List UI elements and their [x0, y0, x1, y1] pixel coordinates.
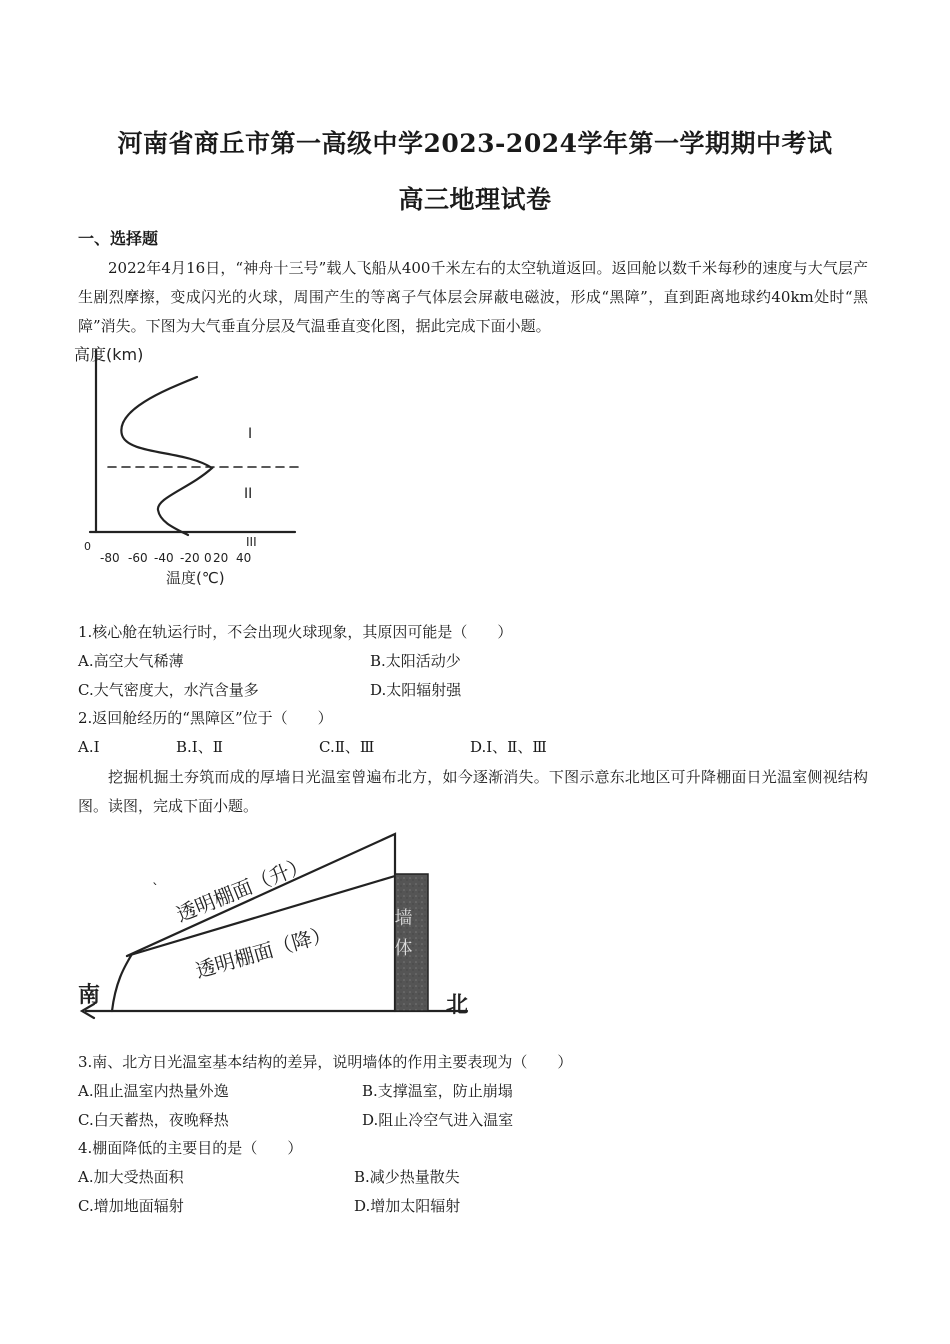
exam-subtitle: 高三地理试卷: [398, 185, 552, 214]
x-tick-6: 20: [213, 551, 229, 565]
passage-1: 2022年4月16日，“神舟十三号”载人飞船从400千米左右的太空轨道返回。返回舱以数千米每秒的速度与大气层产生剧烈摩擦，变成闪光的火球，周围产生的等离子气体层会屏蔽电磁波，形成“黑障”，直到距离地球约40km处时“黑障”消失。下图为大气垂直分层及气温垂直变化图，据此完成下面小题。: [78, 259, 868, 335]
passage-2: 挖掘机掘土夯筑而成的厚墙日光温室曾遍布北方，如今逐渐消失。下图示意东北地区可升降棚面日光温室侧视结构图。读图，完成下面小题。: [78, 768, 868, 815]
upper-roof-label: 透明棚面（升）: [172, 851, 312, 927]
question-2-stem: 2.返回舱经历的“黑障区”位于（ ）: [78, 709, 333, 727]
x-tick-4: -20: [180, 551, 200, 565]
x-tick-7: 40: [236, 551, 252, 565]
question-4-stem: 4.棚面降低的主要目的是（ ）: [78, 1139, 303, 1157]
q2-option-b[interactable]: B.Ⅰ、Ⅱ: [176, 738, 223, 756]
q1-option-d[interactable]: D.太阳辐射强: [370, 681, 462, 699]
wall-label: 墙体: [391, 908, 413, 968]
layer-label-1: I: [248, 426, 253, 442]
question-3-stem: 3.南、北方日光温室基本结构的差异，说明墙体的作用主要表现为（ ）: [78, 1053, 573, 1071]
q2-option-c[interactable]: C.Ⅱ、Ⅲ: [319, 738, 375, 756]
x-axis-label: 温度(℃): [166, 569, 225, 587]
q1-option-a[interactable]: A.高空大气稀薄: [78, 652, 184, 670]
x-tick-2: -60: [128, 551, 148, 565]
q4-option-c[interactable]: C.增加地面辐射: [78, 1197, 184, 1215]
layer-label-2: II: [244, 486, 253, 502]
q1-option-b[interactable]: B.太阳活动少: [370, 652, 461, 670]
q3-option-a[interactable]: A.阻止温室内热量外逸: [78, 1082, 229, 1100]
q1-option-c[interactable]: C.大气密度大，水汽含量多: [78, 681, 259, 699]
lower-roof-label: 透明棚面（降）: [192, 921, 334, 983]
x-tick-5: 0: [204, 551, 212, 565]
origin-label: 0: [84, 540, 91, 553]
front-arch: [112, 954, 132, 1011]
y-axis-label: 高度(km): [74, 345, 144, 364]
greenhouse-structure-figure: [72, 828, 492, 1028]
x-tick-3: -40: [154, 551, 174, 565]
q4-option-a[interactable]: A.加大受热面积: [78, 1168, 184, 1186]
temperature-curve: [121, 377, 212, 535]
q4-option-b[interactable]: B.减少热量散失: [354, 1168, 460, 1186]
q2-option-a[interactable]: A.Ⅰ: [78, 738, 100, 756]
section-heading: 一、选择题: [78, 229, 159, 248]
q3-option-b[interactable]: B.支撑温室，防止崩塌: [362, 1082, 513, 1100]
south-label: 南: [78, 983, 101, 1008]
stray-mark: ˋ: [152, 882, 159, 898]
q2-option-d[interactable]: D.Ⅰ、Ⅱ、Ⅲ: [470, 738, 547, 756]
layer-label-3: III: [246, 535, 257, 549]
atmosphere-layer-figure: [70, 340, 310, 590]
question-1-stem: 1.核心舱在轨运行时，不会出现火球现象，其原因可能是（ ）: [78, 623, 513, 641]
q4-option-d[interactable]: D.增加太阳辐射: [354, 1197, 461, 1215]
x-tick-1: -80: [100, 551, 120, 565]
exam-title: 河南省商丘市第一高级中学2023-2024学年第一学期期中考试: [117, 129, 833, 158]
upper-roof-line: [127, 834, 395, 1011]
north-label: 北: [446, 993, 469, 1018]
q3-option-c[interactable]: C.白天蓄热，夜晚释热: [78, 1111, 229, 1129]
q3-option-d[interactable]: D.阻止冷空气进入温室: [362, 1111, 514, 1129]
